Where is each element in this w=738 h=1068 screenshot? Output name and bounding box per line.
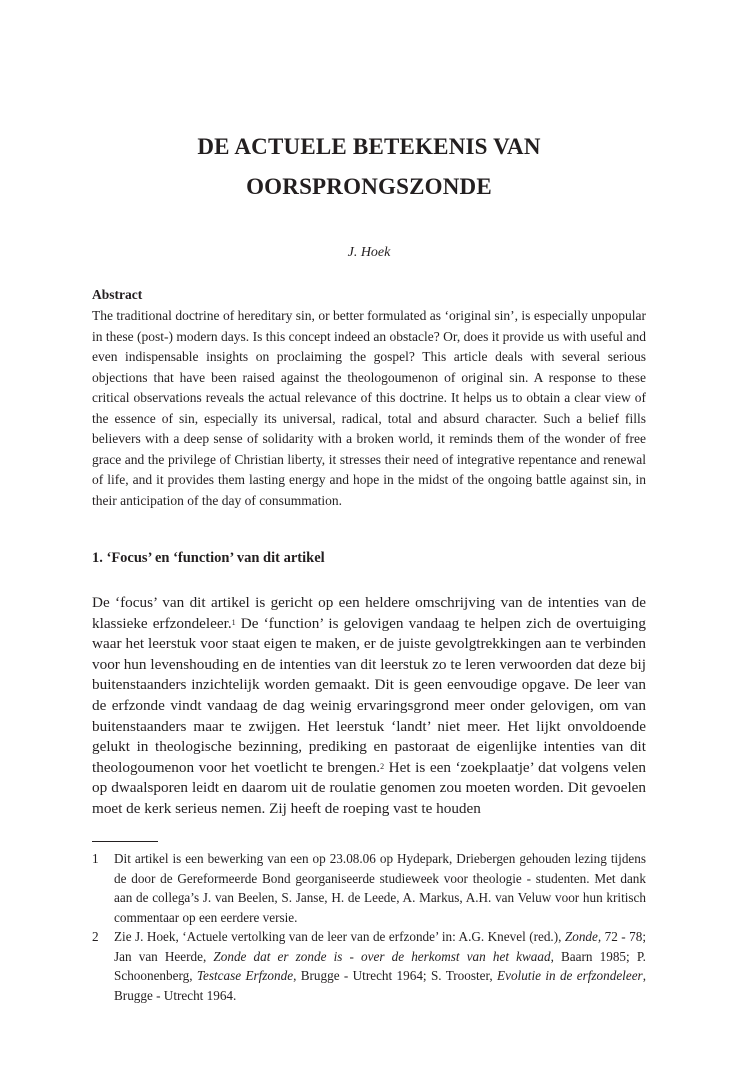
book-title: Testcase Erfzonde xyxy=(196,968,294,983)
book-title: Zonde, xyxy=(564,929,602,944)
abstract-text: The traditional doctrine of hereditary sin, or better formulated as ‘original sin’, is especially unpopular in these (post-) modern days. Is this concept indeed an obstacle? Or, does it provide us with useful and even indispensable insights on proclaiming the gospel? This article deals with several serious objections that have been raised against the theologoumenon of original sin. A response to these critical observations reveals the actual relevance of this doctrine. It helps us to obtain a clear view of the essence of sin, especially its universal, radical, total and absurd character. Such a belief fills believers with a deep sense of solidarity with a broken world, it reminds them of the wonder of free grace and the privilege of Christian liberty, it stresses their need of integrative repentance and renewal of life, and it provides them lasting energy and hope in the midst of the ongoing battle against sin, in their anticipation of the day of consummation. xyxy=(92,308,646,508)
body-text-part-3: Het is een ‘zoekplaatje’ dat volgens velen op dwaalsporen leidt en daarom uit de roulatie genomen zou moeten worden. Dit gevoelen moet de kerk serieus nemen. Zij heeft de roeping vast te houden xyxy=(92,758,646,817)
footnote-text: Dit artikel is een bewerking van een op 23.08.06 op Hydepark, Driebergen gehouden lezing tijdens de door de Gereformeerde Bond georganiseerde studieweek voor theologie - studenten. Met dank aan de collega’s J. van Beelen, S. Janse, H. de Leede, A. Markus, A.H. van Veluw voor hun kritisch commentaar op een eerdere versie. xyxy=(114,851,646,925)
footnote-text-segment: Zie J. Hoek, ‘Actuele vertolking van de leer van de erfzonde’ in: A.G. Knevel (red.), xyxy=(114,929,565,944)
footnote-separator xyxy=(92,841,158,842)
author-name: J. Hoek xyxy=(347,245,391,260)
footnote-2 xyxy=(92,927,646,1005)
article-title-line-2: OORSPRONGSZONDE xyxy=(246,174,492,199)
footnote-text xyxy=(114,927,646,1005)
footnote-text-segment: , Brugge - Utrecht 1964. xyxy=(114,968,646,1003)
body-text-part-1: De ‘focus’ van dit artikel is gericht op een heldere omschrijving van de intenties van de klassieke erfzondeleer. xyxy=(92,594,646,632)
footnote-ref-1[interactable]: 1 xyxy=(231,617,236,627)
abstract-heading: Abstract xyxy=(92,287,143,302)
article-title-line-1: DE ACTUELE BETEKENIS VAN xyxy=(197,134,541,159)
book-title: Zonde dat er zonde is - over de herkomst van het kwaad xyxy=(213,948,551,964)
body-text-part-2: De ‘function’ is gelovigen vandaag te helpen zich de overtuiging waar het leerstuk voor staat eigen te maken, er de juiste gevolgtrekkingen aan te verbinden voor hun levenshouding en de intenties van dit leerstuk zo te leren verwoorden dat deze bij buitenstaanders inzichtelijk worden gemaakt. Dit is geen eenvoudige opgave. De leer van de erfzonde vindt vandaag de dag weinig ervaringsgrond meer onder gelovigen, om van buitenstaanders maar te zwijgen. Het leerstuk ‘landt’ niet meer. Het lijkt onvoldoende gelukt in theologische bezinning, prediking en pastoraat de eigenlijke intenties van dit theologoumenon voor het voetlicht te brengen. xyxy=(92,614,646,776)
footnote-text-segment: , Baarn 1985; P. Schoonenberg, xyxy=(114,948,646,983)
footnote-number: 2 xyxy=(92,929,99,944)
footnote-text-segment: , Brugge - Utrecht 1964; S. Trooster, xyxy=(293,968,498,983)
footnote-ref-2[interactable]: 2 xyxy=(380,761,385,771)
footnote-text-segment: 72 - 78; Jan van Heerde, xyxy=(114,929,646,964)
body-paragraph xyxy=(92,593,646,820)
section-heading: 1. ‘Focus’ en ‘function’ van dit artikel xyxy=(92,550,325,566)
footnote-1 xyxy=(92,849,646,927)
book-title: Evolutie in de erfzondeleer xyxy=(497,968,643,983)
footnote-number: 1 xyxy=(92,851,99,866)
